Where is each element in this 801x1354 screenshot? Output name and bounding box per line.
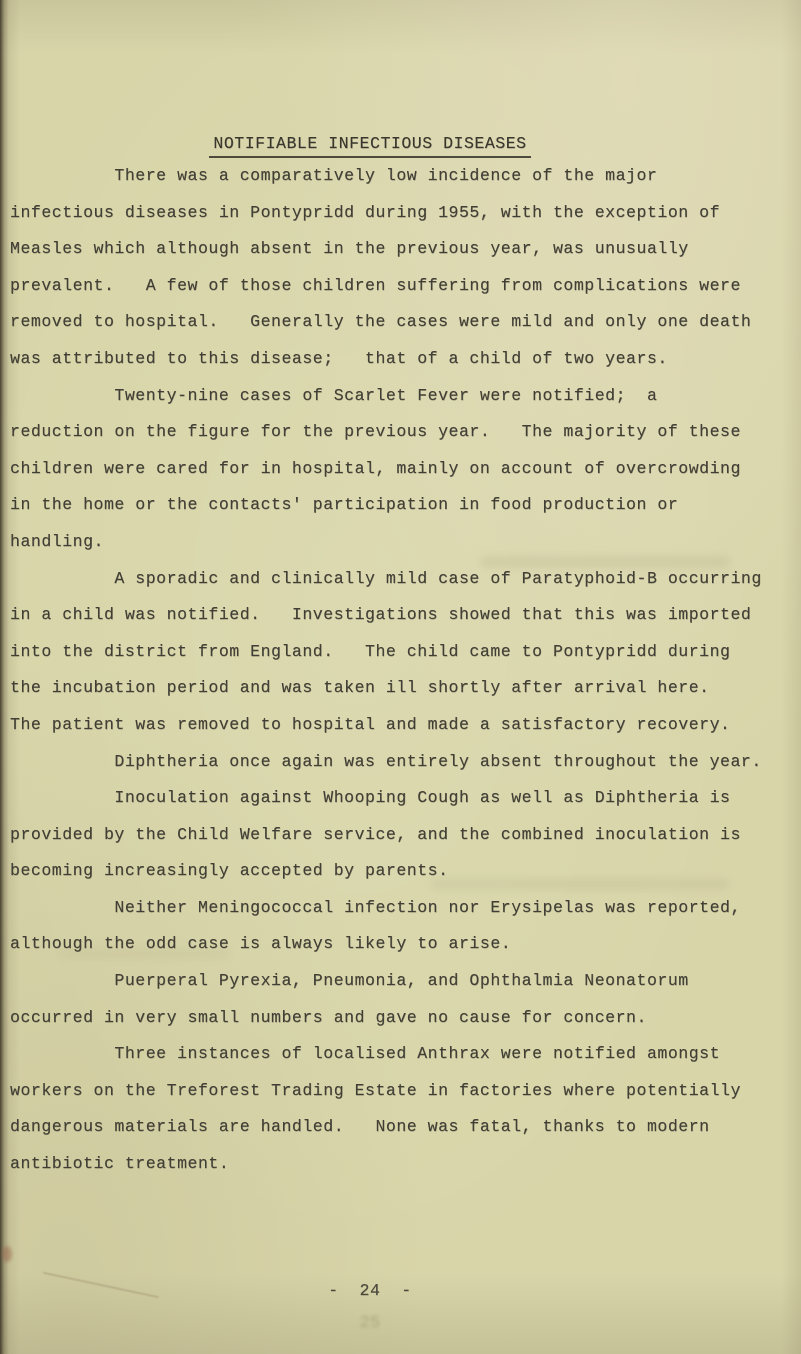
- text-line: although the odd case is always likely to arise.: [10, 934, 512, 954]
- text-line: in the home or the contacts' participation in food production or: [10, 495, 679, 515]
- paper-stain: [2, 1246, 12, 1262]
- paragraph: [10, 890, 800, 963]
- page-number: - 24 -: [328, 1281, 412, 1300]
- document-body: [10, 158, 800, 1183]
- text-line: antibiotic treatment.: [10, 1154, 230, 1174]
- text-line: dangerous materials are handled. None was fatal, thanks to modern: [10, 1117, 710, 1137]
- page-title-row: [10, 134, 730, 158]
- text-line: the incubation period and was taken ill shortly after arrival here.: [10, 678, 710, 698]
- text-line: Neither Meningococcal infection nor Erysipelas was reported,: [10, 897, 741, 917]
- text-line: prevalent. A few of those children suffering from complications were: [10, 275, 741, 295]
- text-line: was attributed to this disease; that of a child of two years.: [10, 348, 668, 368]
- text-line: children were cared for in hospital, mainly on account of overcrowding: [10, 458, 741, 478]
- text-line: handling.: [10, 531, 104, 551]
- scan-edge-shadow: [0, 0, 9, 1354]
- text-line: removed to hospital. Generally the cases were mild and only one death: [10, 312, 752, 332]
- text-line: reduction on the figure for the previous year. The majority of these: [10, 422, 741, 442]
- page-title: NOTIFIABLE INFECTIOUS DISEASES: [209, 134, 530, 158]
- text-line: workers on the Treforest Trading Estate in factories where potentially: [10, 1080, 741, 1100]
- text-line: Twenty-nine cases of Scarlet Fever were notified; a: [10, 385, 658, 405]
- paragraph: [10, 744, 800, 781]
- text-line: Puerperal Pyrexia, Pneumonia, and Ophthalmia Neonatorum: [10, 971, 689, 991]
- text-line: There was a comparatively low incidence of the major: [10, 166, 658, 185]
- next-page-bleed-number: 25: [359, 1314, 381, 1333]
- paragraph: [10, 158, 800, 378]
- text-line: in a child was notified. Investigations showed that this was imported: [10, 605, 752, 625]
- paragraph: [10, 1036, 800, 1182]
- text-line: becoming increasingly accepted by parents.: [10, 861, 449, 881]
- text-line: provided by the Child Welfare service, and the combined inoculation is: [10, 824, 741, 844]
- paragraph: [10, 561, 800, 744]
- text-line: into the district from England. The child came to Pontypridd during: [10, 641, 731, 661]
- paragraph: [10, 378, 800, 561]
- text-line: infectious diseases in Pontypridd during 1955, with the exception of: [10, 202, 721, 222]
- text-line: Diphtheria once again was entirely absent throughout the year.: [10, 751, 762, 771]
- text-line: occurred in very small numbers and gave no cause for concern.: [10, 1007, 647, 1027]
- paragraph: [10, 780, 800, 890]
- text-line: Measles which although absent in the previous year, was unusually: [10, 239, 689, 259]
- text-line: A sporadic and clinically mild case of Paratyphoid-B occurring: [10, 568, 762, 588]
- text-line: Three instances of localised Anthrax were notified amongst: [10, 1044, 721, 1064]
- text-line: The patient was removed to hospital and made a satisfactory recovery.: [10, 714, 731, 734]
- paragraph: [10, 963, 800, 1036]
- text-line: Inoculation against Whooping Cough as well as Diphtheria is: [10, 788, 731, 808]
